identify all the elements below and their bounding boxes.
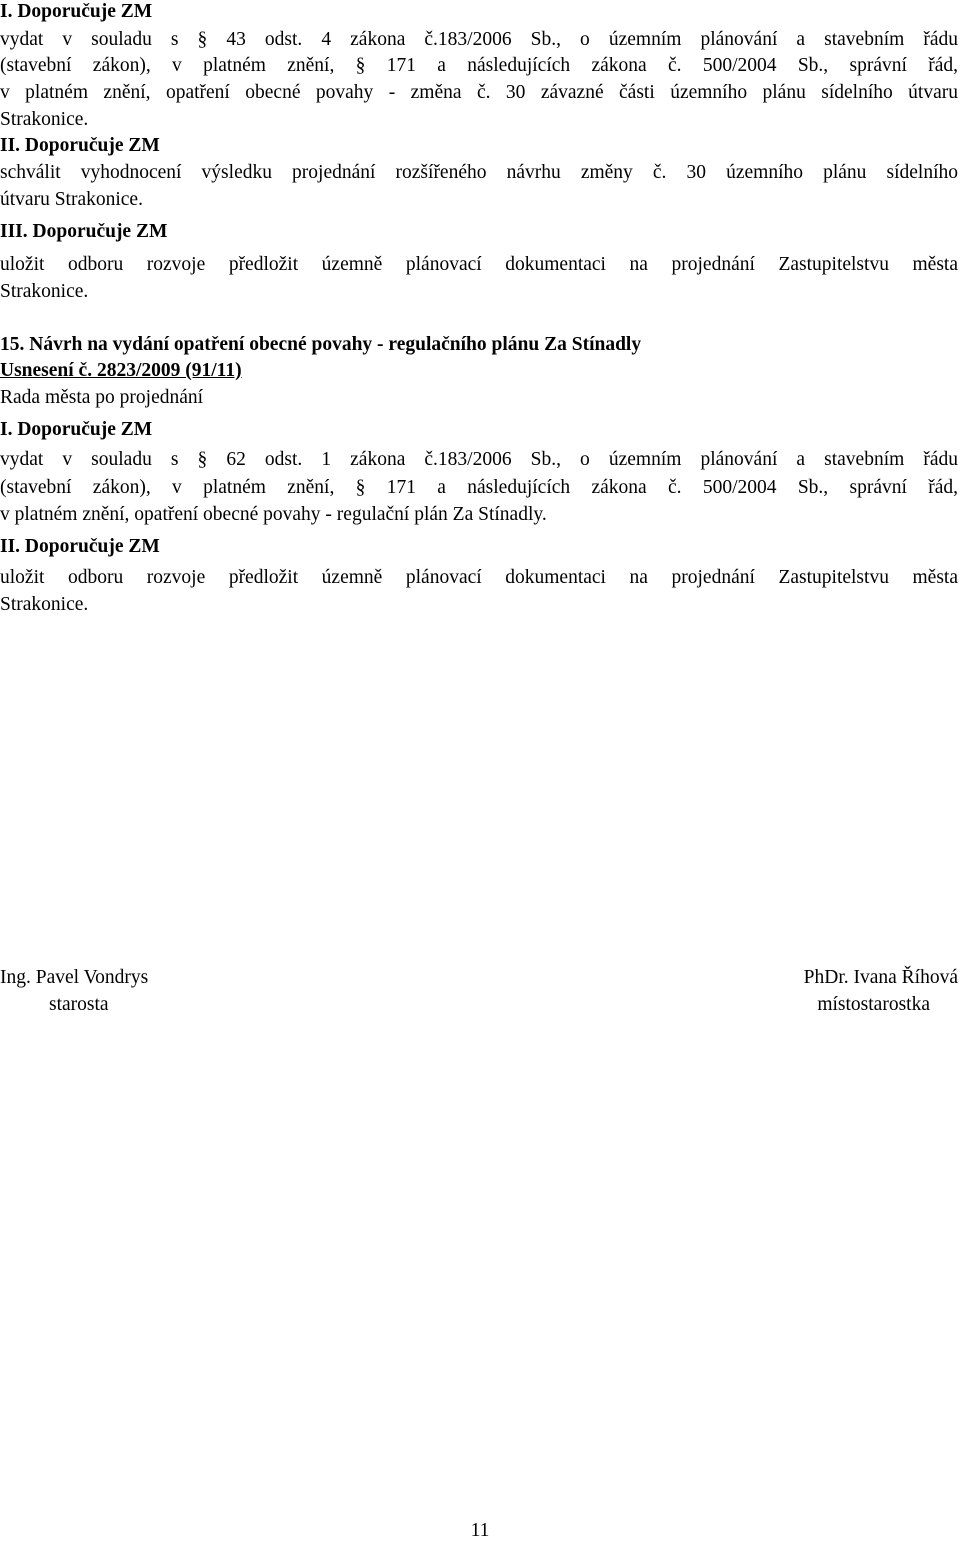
signature-right-name: PhDr. Ivana Říhová — [803, 967, 958, 988]
paragraph-line: (stavební zákon), v platném znění, § 171 a následujících zákona č. 500/2004 Sb., správní řád, — [0, 55, 958, 76]
page-number: 11 — [470, 1520, 490, 1541]
paragraph-line: v platném znění, opatření obecné povahy - regulační plán Za Stínadly. — [0, 504, 547, 525]
resolution-number: Usnesení č. 2823/2009 (91/11) — [0, 360, 242, 381]
paragraph-line: útvaru Strakonice. — [0, 189, 143, 210]
section-heading: I. Doporučuje ZM — [0, 419, 153, 440]
paragraph-line: schválit vyhodnocení výsledku projednání rozšířeného návrhu změny č. 30 územního plánu sídelního — [0, 162, 958, 183]
paragraph-line: v platném znění, opatření obecné povahy - změna č. 30 závazné části územního plánu sídelního útvaru — [0, 82, 958, 103]
paragraph-line: (stavební zákon), v platném znění, § 171 a následujících zákona č. 500/2004 Sb., správní řád, — [0, 477, 958, 498]
signature-left-role: starosta — [49, 994, 109, 1015]
paragraph-line: Strakonice. — [0, 109, 89, 130]
section-heading: II. Doporučuje ZM — [0, 536, 160, 557]
paragraph-line: vydat v souladu s § 43 odst. 4 zákona č.183/2006 Sb., o územním plánování a stavebním řádu — [0, 29, 958, 50]
paragraph-line: uložit odboru rozvoje předložit územně plánovací dokumentaci na projednání Zastupitelstvu města — [0, 254, 958, 275]
paragraph-line: uložit odboru rozvoje předložit územně plánovací dokumentaci na projednání Zastupitelstvu města — [0, 567, 958, 588]
paragraph-line: vydat v souladu s § 62 odst. 1 zákona č.183/2006 Sb., o územním plánování a stavebním řádu — [0, 449, 958, 470]
council-line: Rada města po projednání — [0, 387, 204, 408]
agenda-item-title: 15. Návrh na vydání opatření obecné povahy - regulačního plánu Za Stínadly — [0, 334, 642, 355]
section-heading: III. Doporučuje ZM — [0, 221, 168, 242]
section-heading: I. Doporučuje ZM — [0, 1, 153, 22]
signature-right-role: místostarostka — [817, 994, 930, 1015]
section-heading: II. Doporučuje ZM — [0, 135, 160, 156]
paragraph-line: Strakonice. — [0, 594, 89, 615]
signature-left-name: Ing. Pavel Vondrys — [0, 967, 149, 988]
paragraph-line: Strakonice. — [0, 281, 89, 302]
